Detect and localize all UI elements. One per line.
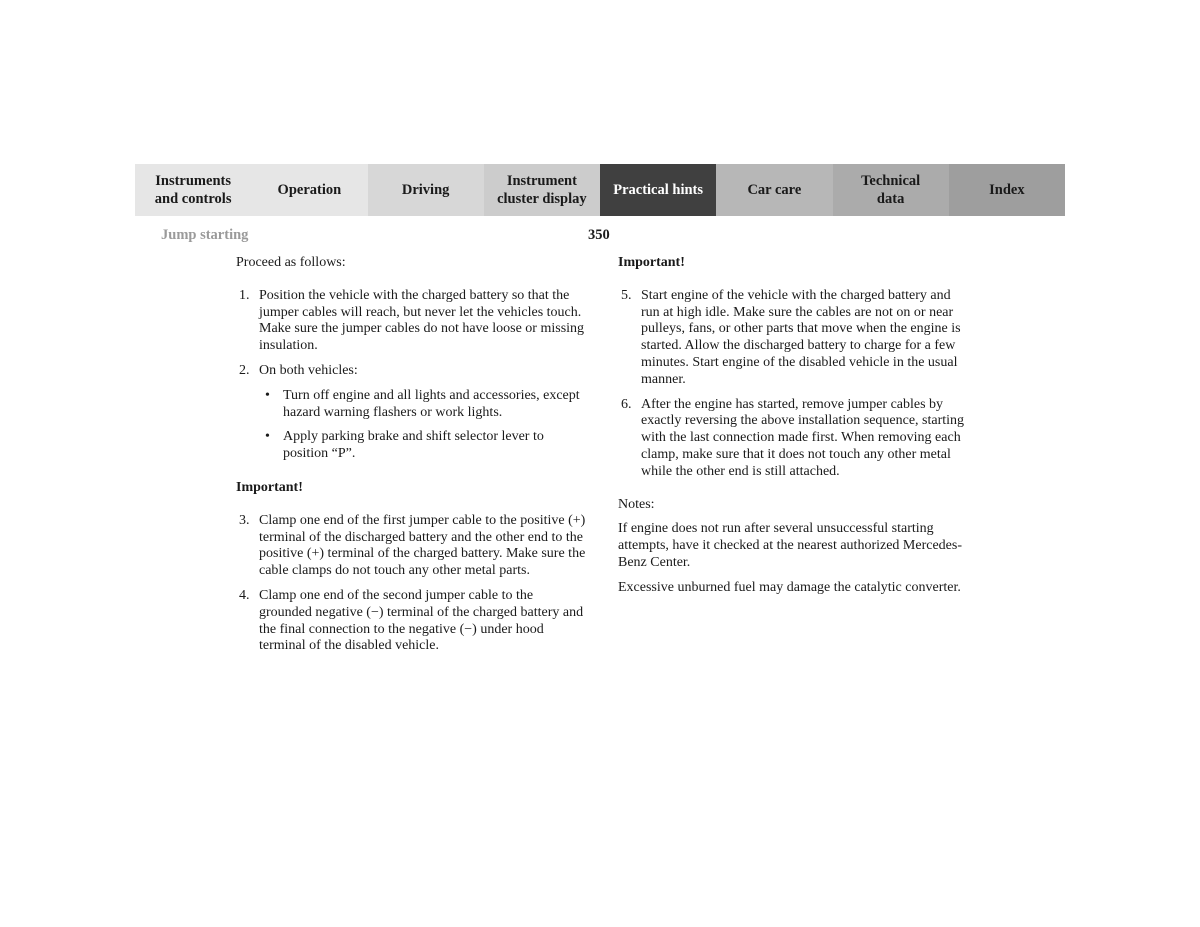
section-title: Jump starting	[161, 227, 249, 243]
chapter-tabs	[135, 164, 1065, 216]
tab-instruments-and-controls[interactable]: Instruments and controls	[135, 164, 251, 216]
note-text: If engine does not run after several unsuccessful starting attempts, have it checked at the nearest authorized Mercedes-Benz Center.	[618, 521, 963, 570]
step-text: Start engine of the vehicle with the charged battery and run at high idle. Make sure the cables are not on or near pulleys, fans, or other parts that move when the engine is started. Allow the discharged battery to charge for a few minutes. Start engine of the disabled vehicle in the usual manner.	[641, 287, 961, 387]
notes-label: Notes:	[618, 496, 655, 512]
tab-practical-hints[interactable]: Practical hints	[600, 164, 716, 216]
step-number: 6.	[621, 396, 632, 412]
step-3	[236, 513, 586, 580]
step-text: Clamp one end of the second jumper cable to the grounded negative (−) terminal of the charged battery and the final connection to the negative (−) under hood terminal of the disabled vehicle.	[259, 587, 584, 654]
step-number: 1.	[239, 287, 250, 303]
bullet-item	[236, 429, 586, 463]
step-text: Clamp one end of the first jumper cable to the positive (+) terminal of the discharged battery and the other end to the positive (+) terminal of the charged battery. Make sure the cable clamps do not touch any other metal parts.	[259, 512, 586, 579]
step-text: Position the vehicle with the charged battery so that the jumper cables will reach, but never let the vehicles touch. Make sure the jumper cables do not have loose or missing insulation.	[259, 287, 585, 354]
step-text: After the engine has started, remove jumper cables by exactly reversing the above installation sequence, starting with the last connection made first. When removing each clamp, make sure that it does not touch any other metal while the other end is still attached.	[641, 396, 965, 479]
left-column	[236, 255, 586, 655]
step-number: 5.	[621, 287, 632, 303]
bullet-icon: •	[265, 387, 270, 403]
page-header	[0, 224, 1200, 246]
tab-car-care[interactable]: Car care	[716, 164, 832, 216]
step-number: 2.	[239, 362, 250, 378]
bullet-icon: •	[265, 429, 270, 445]
page-number: 350	[588, 227, 610, 243]
step-6	[618, 397, 968, 481]
tab-operation[interactable]: Operation	[251, 164, 367, 216]
tab-instrument-cluster-display[interactable]: Instrument cluster display	[484, 164, 600, 216]
step-1	[236, 288, 586, 355]
bullet-text: Apply parking brake and shift selector lever to position “P”.	[283, 429, 544, 462]
tab-technical-data[interactable]: Technical data	[833, 164, 949, 216]
step-number: 3.	[239, 512, 250, 528]
note-text: Excessive unburned fuel may damage the catalytic converter.	[618, 579, 961, 595]
right-column	[618, 255, 968, 597]
step-4	[236, 588, 586, 655]
important-heading: Important!	[236, 479, 303, 495]
tab-driving[interactable]: Driving	[368, 164, 484, 216]
tab-index[interactable]: Index	[949, 164, 1065, 216]
intro-text: Proceed as follows:	[236, 255, 346, 270]
step-number: 4.	[239, 587, 250, 603]
bullet-item	[236, 388, 586, 422]
step-2	[236, 363, 586, 380]
step-text: On both vehicles:	[259, 362, 358, 378]
step-5	[618, 288, 968, 389]
bullet-text: Turn off engine and all lights and accessories, except hazard warning flashers or work lights.	[283, 387, 580, 420]
important-heading: Important!	[618, 255, 685, 270]
